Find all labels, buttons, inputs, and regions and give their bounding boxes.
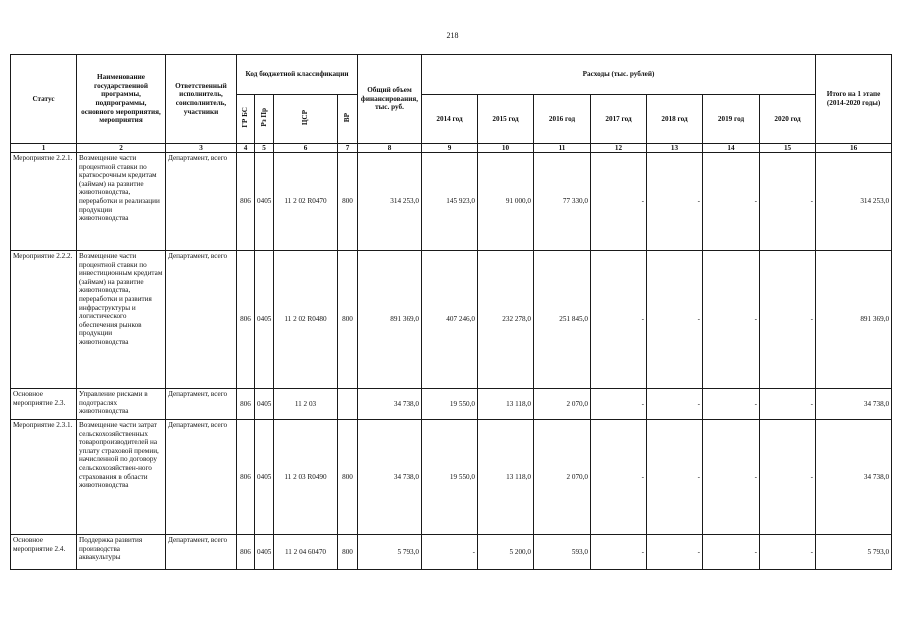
row-status: Мероприятие 2.2.2. xyxy=(11,251,77,389)
row-name: Управление рисками в подотраслях животноводства xyxy=(77,389,166,420)
table-row xyxy=(11,389,892,420)
row-grbs: 806 xyxy=(237,153,255,251)
header-year-2014: 2014 год xyxy=(422,95,478,144)
row-year-2019: - xyxy=(703,535,760,570)
row-rzpr: 0405 xyxy=(255,251,274,389)
row-executor: Департамент, всего xyxy=(166,153,237,251)
row-total: 34 738,0 xyxy=(358,420,422,535)
row-year-2019: - xyxy=(703,251,760,389)
row-grbs: 806 xyxy=(237,251,255,389)
header-year-2015: 2015 год xyxy=(478,95,534,144)
column-number: 14 xyxy=(703,144,760,153)
row-executor: Департамент, всего xyxy=(166,251,237,389)
row-year-2020: - xyxy=(760,535,816,570)
header-grbs: ГР БС xyxy=(237,95,255,144)
row-year-2016: 251 845,0 xyxy=(534,251,591,389)
row-stage-total: 891 369,0 xyxy=(816,251,892,389)
row-name: Поддержка развития производства аквакультуры xyxy=(77,535,166,570)
row-year-2015: 13 118,0 xyxy=(478,389,534,420)
row-total: 314 253,0 xyxy=(358,153,422,251)
row-year-2020: - xyxy=(760,420,816,535)
table-row xyxy=(11,535,892,570)
row-rzpr: 0405 xyxy=(255,389,274,420)
row-year-2018: - xyxy=(647,535,703,570)
row-year-2016: 2 070,0 xyxy=(534,420,591,535)
row-csr: 11 2 02 R0470 xyxy=(274,153,338,251)
row-executor: Департамент, всего xyxy=(166,535,237,570)
row-rzpr: 0405 xyxy=(255,535,274,570)
row-year-2018: - xyxy=(647,153,703,251)
header-year-2016: 2016 год xyxy=(534,95,591,144)
header-executor: Ответственный исполнитель, соисполнитель, участники xyxy=(166,55,237,144)
row-year-2018: - xyxy=(647,251,703,389)
header-rzpr: Рз Пр xyxy=(255,95,274,144)
row-vr: 800 xyxy=(338,251,358,389)
row-year-2015: 232 278,0 xyxy=(478,251,534,389)
row-year-2014: 19 550,0 xyxy=(422,389,478,420)
row-csr: 11 2 02 R0480 xyxy=(274,251,338,389)
column-number: 3 xyxy=(166,144,237,153)
row-name: Возмещение части процентной ставки по краткосрочным кредитам (займам) на развитие животноводства, переработки и реализации продукции животноводства xyxy=(77,153,166,251)
row-year-2020: - xyxy=(760,251,816,389)
row-year-2017: - xyxy=(591,251,647,389)
row-year-2020: - xyxy=(760,389,816,420)
row-year-2016: 593,0 xyxy=(534,535,591,570)
row-year-2014: - xyxy=(422,535,478,570)
row-year-2017: - xyxy=(591,535,647,570)
row-status: Мероприятие 2.2.1. xyxy=(11,153,77,251)
row-year-2017: - xyxy=(591,420,647,535)
header-total-funding: Общий объем финансирования, тыс. руб. xyxy=(358,55,422,144)
column-number: 16 xyxy=(816,144,892,153)
row-name: Возмещение части процентной ставки по инвестиционным кредитам (займам) на развитие животноводства, переработки и развития инфраструктуры и логистического обеспечения рынков продукции животноводства xyxy=(77,251,166,389)
row-executor: Департамент, всего xyxy=(166,389,237,420)
table-row xyxy=(11,251,892,389)
row-total: 891 369,0 xyxy=(358,251,422,389)
column-number: 5 xyxy=(255,144,274,153)
column-number-row xyxy=(11,144,892,153)
column-number: 4 xyxy=(237,144,255,153)
row-year-2018: - xyxy=(647,389,703,420)
row-vr: 800 xyxy=(338,153,358,251)
row-rzpr: 0405 xyxy=(255,420,274,535)
row-csr: 11 2 03 R0490 xyxy=(274,420,338,535)
row-year-2014: 19 550,0 xyxy=(422,420,478,535)
column-number: 15 xyxy=(760,144,816,153)
row-vr: 800 xyxy=(338,420,358,535)
row-status: Мероприятие 2.3.1. xyxy=(11,420,77,535)
row-year-2014: 407 246,0 xyxy=(422,251,478,389)
header-year-2017: 2017 год xyxy=(591,95,647,144)
row-year-2016: 2 070,0 xyxy=(534,389,591,420)
row-total: 5 793,0 xyxy=(358,535,422,570)
row-grbs: 806 xyxy=(237,389,255,420)
row-year-2015: 91 000,0 xyxy=(478,153,534,251)
row-year-2017: - xyxy=(591,153,647,251)
page-number: 218 xyxy=(446,31,459,40)
row-total: 34 738,0 xyxy=(358,389,422,420)
row-year-2018: - xyxy=(647,420,703,535)
row-year-2015: 13 118,0 xyxy=(478,420,534,535)
header-name: Наименование государственной программы, подпрограммы, основного мероприятия, мероприятия xyxy=(77,55,166,144)
column-number: 7 xyxy=(338,144,358,153)
row-year-2020: - xyxy=(760,153,816,251)
row-year-2019: - xyxy=(703,420,760,535)
row-year-2016: 77 330,0 xyxy=(534,153,591,251)
table-row xyxy=(11,420,892,535)
header-year-2020: 2020 год xyxy=(760,95,816,144)
row-vr: 800 xyxy=(338,535,358,570)
header-vr: ВР xyxy=(338,95,358,144)
row-year-2014: 145 923,0 xyxy=(422,153,478,251)
column-number: 6 xyxy=(274,144,338,153)
column-number: 9 xyxy=(422,144,478,153)
header-year-2018: 2018 год xyxy=(647,95,703,144)
row-rzpr: 0405 xyxy=(255,153,274,251)
row-year-2019: - xyxy=(703,153,760,251)
header-year-2019: 2019 год xyxy=(703,95,760,144)
column-number: 11 xyxy=(534,144,591,153)
row-stage-total: 5 793,0 xyxy=(816,535,892,570)
table-row xyxy=(11,153,892,251)
row-grbs: 806 xyxy=(237,420,255,535)
header-csr: ЦСР xyxy=(274,95,338,144)
row-status: Основное мероприятие 2.3. xyxy=(11,389,77,420)
row-grbs: 806 xyxy=(237,535,255,570)
row-year-2017: - xyxy=(591,389,647,420)
header-stage-total: Итого на 1 этапе (2014-2020 годы) xyxy=(816,55,892,144)
column-number: 12 xyxy=(591,144,647,153)
row-executor: Департамент, всего xyxy=(166,420,237,535)
budget-table xyxy=(10,54,892,570)
row-stage-total: 314 253,0 xyxy=(816,153,892,251)
column-number: 10 xyxy=(478,144,534,153)
row-vr xyxy=(338,389,358,420)
column-number: 13 xyxy=(647,144,703,153)
row-csr: 11 2 03 xyxy=(274,389,338,420)
header-status: Статус xyxy=(11,55,77,144)
row-year-2019: - xyxy=(703,389,760,420)
column-number: 8 xyxy=(358,144,422,153)
header-expenses: Расходы (тыс. рублей) xyxy=(422,55,816,95)
column-number: 1 xyxy=(11,144,77,153)
row-stage-total: 34 738,0 xyxy=(816,389,892,420)
column-number: 2 xyxy=(77,144,166,153)
row-status: Основное мероприятие 2.4. xyxy=(11,535,77,570)
row-csr: 11 2 04 60470 xyxy=(274,535,338,570)
row-year-2015: 5 200,0 xyxy=(478,535,534,570)
header-budget-code: Код бюджетной классификации xyxy=(237,55,358,95)
row-name: Возмещение части затрат сельскохозяйственных товаропроизводителей на уплату страховой премии, начисленной по договору сельскохозяйствен-ного страхования в области животноводства xyxy=(77,420,166,535)
row-stage-total: 34 738,0 xyxy=(816,420,892,535)
